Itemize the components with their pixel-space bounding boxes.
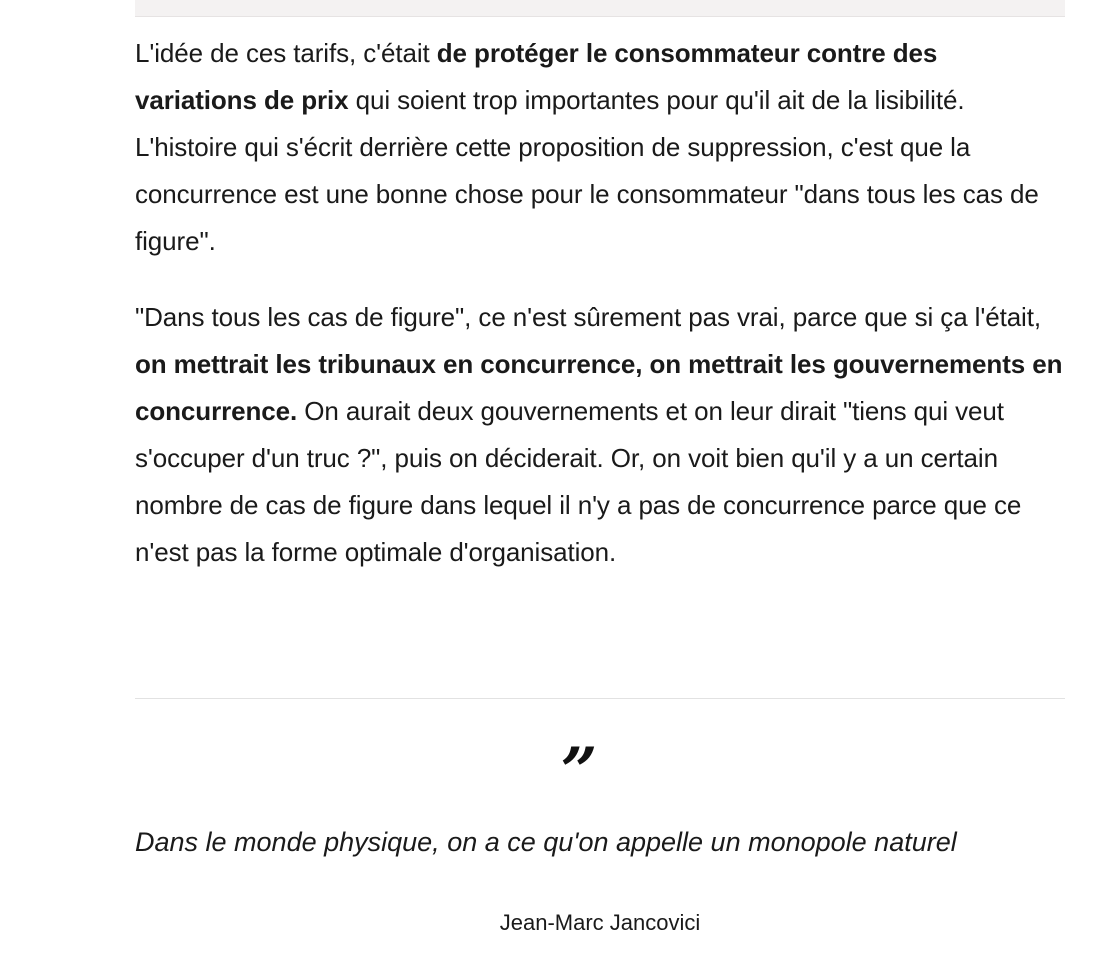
- closing-quote-icon: ”: [560, 734, 598, 809]
- article-paragraph-2: [135, 294, 1065, 576]
- paragraph-1-text: L'idée de ces tarifs, c'était: [135, 38, 437, 68]
- paragraph-1-emphasis: de protéger le consommateur contre des variations de prix: [135, 38, 938, 115]
- section-divider: [135, 698, 1065, 699]
- pull-quote: [135, 734, 1065, 936]
- pull-quote-text: Dans le monde physique, on a ce qu'on appelle un monopole naturel: [135, 827, 957, 857]
- article-paragraph-1: [135, 30, 1065, 265]
- pull-quote-author: Jean-Marc Jancovici: [499, 910, 701, 935]
- paragraph-2-text: "Dans tous les cas de figure", ce n'est sûrement pas vrai, parce que si ça l'était,: [135, 302, 1041, 332]
- paragraph-2-emphasis: on mettrait les tribunaux en concurrence, on mettrait les gouvernements en concurrence.: [135, 349, 1063, 426]
- paragraph-1-text-end: qui soient trop importantes pour qu'il ait de la lisibilité. L'histoire qui s'écrit derrière cette proposition de suppression, c'est que la concurrence est une bonne chose pour le consommateur "dans tous les cas de figure".: [135, 85, 1039, 256]
- article-body: [135, 30, 1065, 576]
- top-band: [135, 0, 1065, 17]
- paragraph-2-text-end: On aurait deux gouvernements et on leur dirait "tiens qui veut s'occuper d'un truc ?", puis on déciderait. Or, on voit bien qu'il y a un certain nombre de cas de figure dans lequel il n'y a pas de concurrence parce que ce n'est pas la forme optimale d'organisation.: [135, 396, 1022, 567]
